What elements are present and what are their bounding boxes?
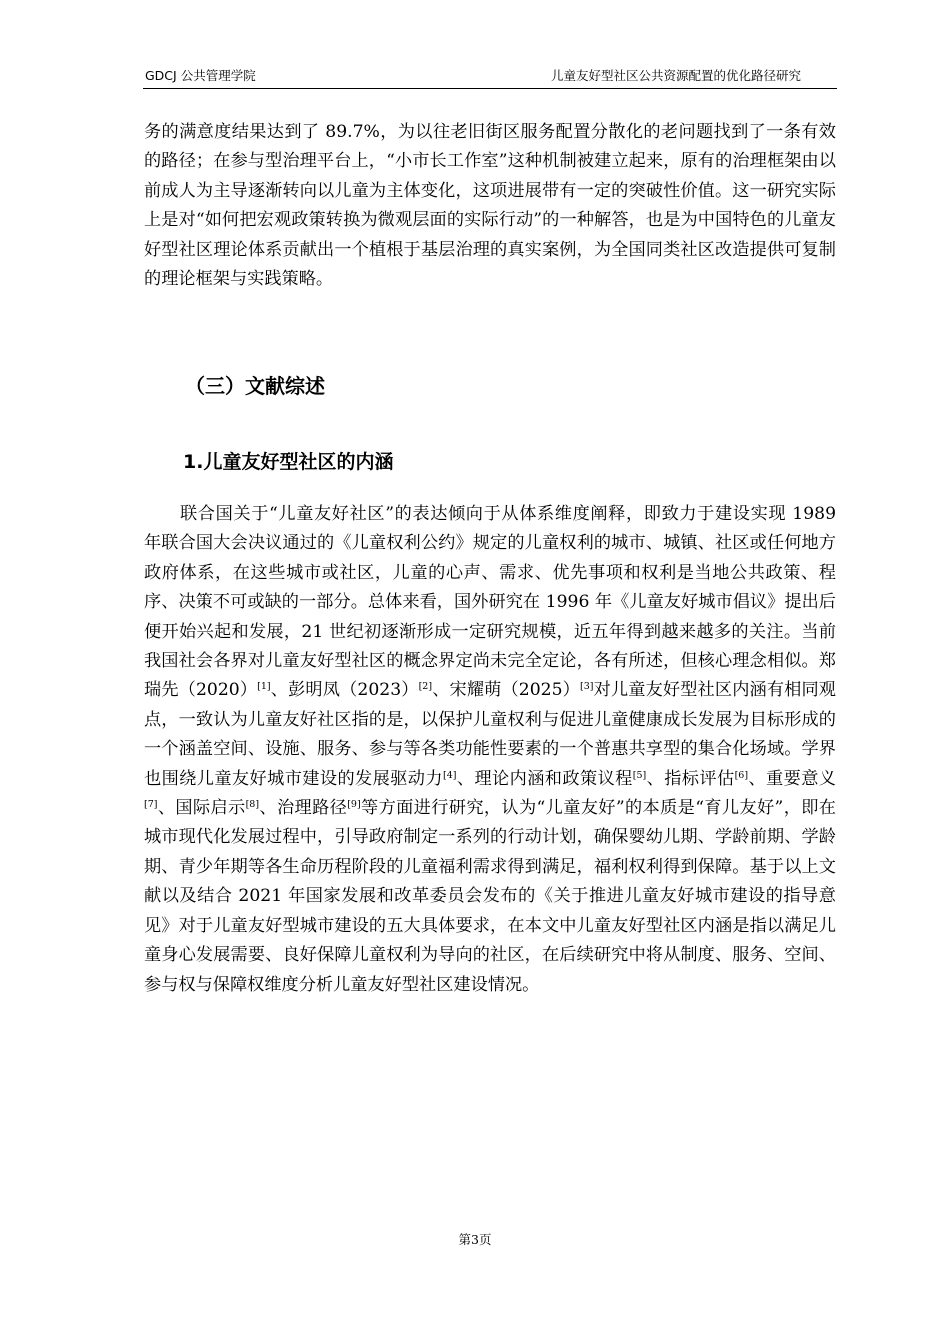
- citation-ref: [3]: [580, 681, 594, 693]
- section-heading: （三）文献综述: [185, 374, 325, 398]
- citation-ref: [9]: [347, 799, 361, 811]
- header-title: 儿童友好型社区公共资源配置的优化路径研究: [550, 68, 801, 83]
- header-institution: GDCJ 公共管理学院: [145, 68, 256, 83]
- text-segment: 、治理路径: [259, 798, 348, 819]
- text-segment: 对儿童友好型社区内涵有相同观点，一致认为儿童友好社区指的是，以保护儿童权利与促进儿童健康成长发展为目标形成的一个涵盖空间、设施、服务、参与等各类功能性要素的一个普惠共享型的集合化场域。学界也围绕儿童友好城市建设的发展驱动力: [144, 680, 836, 789]
- paragraph-literature-review: [144, 500, 836, 1000]
- text-segment: 、重要意义: [748, 768, 836, 789]
- text-segment: 、指标评估: [646, 768, 735, 789]
- text-segment: 、彭明凤（2023）: [270, 680, 419, 701]
- page-header: [143, 64, 837, 89]
- text-segment: 、理论内涵和政策议程: [456, 768, 633, 789]
- citation-ref: [5]: [632, 769, 647, 781]
- text-segment: 、国际启示: [157, 798, 246, 819]
- citation-ref: [6]: [734, 769, 749, 781]
- paragraph-intro-continuation: 务的满意度结果达到了 89.7%，为以往老旧街区服务配置分散化的老问题找到了一条有效的路径；在参与型治理平台上，“小市长工作室”这种机制被建立起来，原有的治理框架由以前成人为主导逐渐转向以儿童为主体变化，这项进展带有一定的突破性价值。这一研究实际上是对“如何把宏观政策转换为微观层面的实际行动”的一种解答，也是为中国特色的儿童友好型社区理论体系贡献出一个植根于基层治理的真实案例，为全国同类社区改造提供可复制的理论框架与实践策略。: [144, 122, 836, 290]
- text-segment: 联合国关于“儿童友好社区”的表达倾向于从体系维度阐释，即致力于建设实现 1989 年联合国大会决议通过的《儿童权利公约》规定的儿童权利的城市、城镇、社区或任何地方政府体系，在这些城市或社区，儿童的心声、需求、优先事项和权利是当地公共政策、程序、决策不可或缺的一部分。总体来看，国外研究在 1996 年《儿童友好城市倡议》提出后便开始兴起和发展，21 世纪初逐渐形成一定研究规模，近五年得到越来越多的关注。当前我国社会各界对儿童友好型社区的概念界定尚未完全定论，各有所述，但核心理念相似。郑瑞先（2020）: [144, 504, 836, 701]
- page-number: 第3页: [458, 1232, 492, 1247]
- text-segment: 、宋耀萌（2025）: [432, 680, 581, 701]
- citation-ref: [4]: [443, 769, 457, 781]
- citation-ref: [1]: [257, 681, 271, 693]
- text-segment: 等方面进行研究，认为“儿童友好”的本质是“育儿友好”，即在城市现代化发展过程中，引导政府制定一系列的行动计划，确保婴幼儿期、学龄前期、学龄期、青少年期等各生命历程阶段的儿童福利需求得到满足，福利权利得到保障。基于以上文献以及结合 2021 年国家发展和改革委员会发布的《关于推进儿童友好城市建设的指导意见》对于儿童友好型城市建设的五大具体要求，在本文中儿童友好型社区内涵是指以满足儿童身心发展需要、良好保障儿童权利为导向的社区，在后续研究中将从制度、服务、空间、参与权与保障权维度分析儿童友好型社区建设情况。: [144, 798, 836, 995]
- citation-ref: [7]: [144, 799, 158, 811]
- subsection-heading: 1.儿童友好型社区的内涵: [183, 451, 394, 473]
- citation-ref: [2]: [418, 681, 433, 693]
- citation-ref: [8]: [245, 799, 260, 811]
